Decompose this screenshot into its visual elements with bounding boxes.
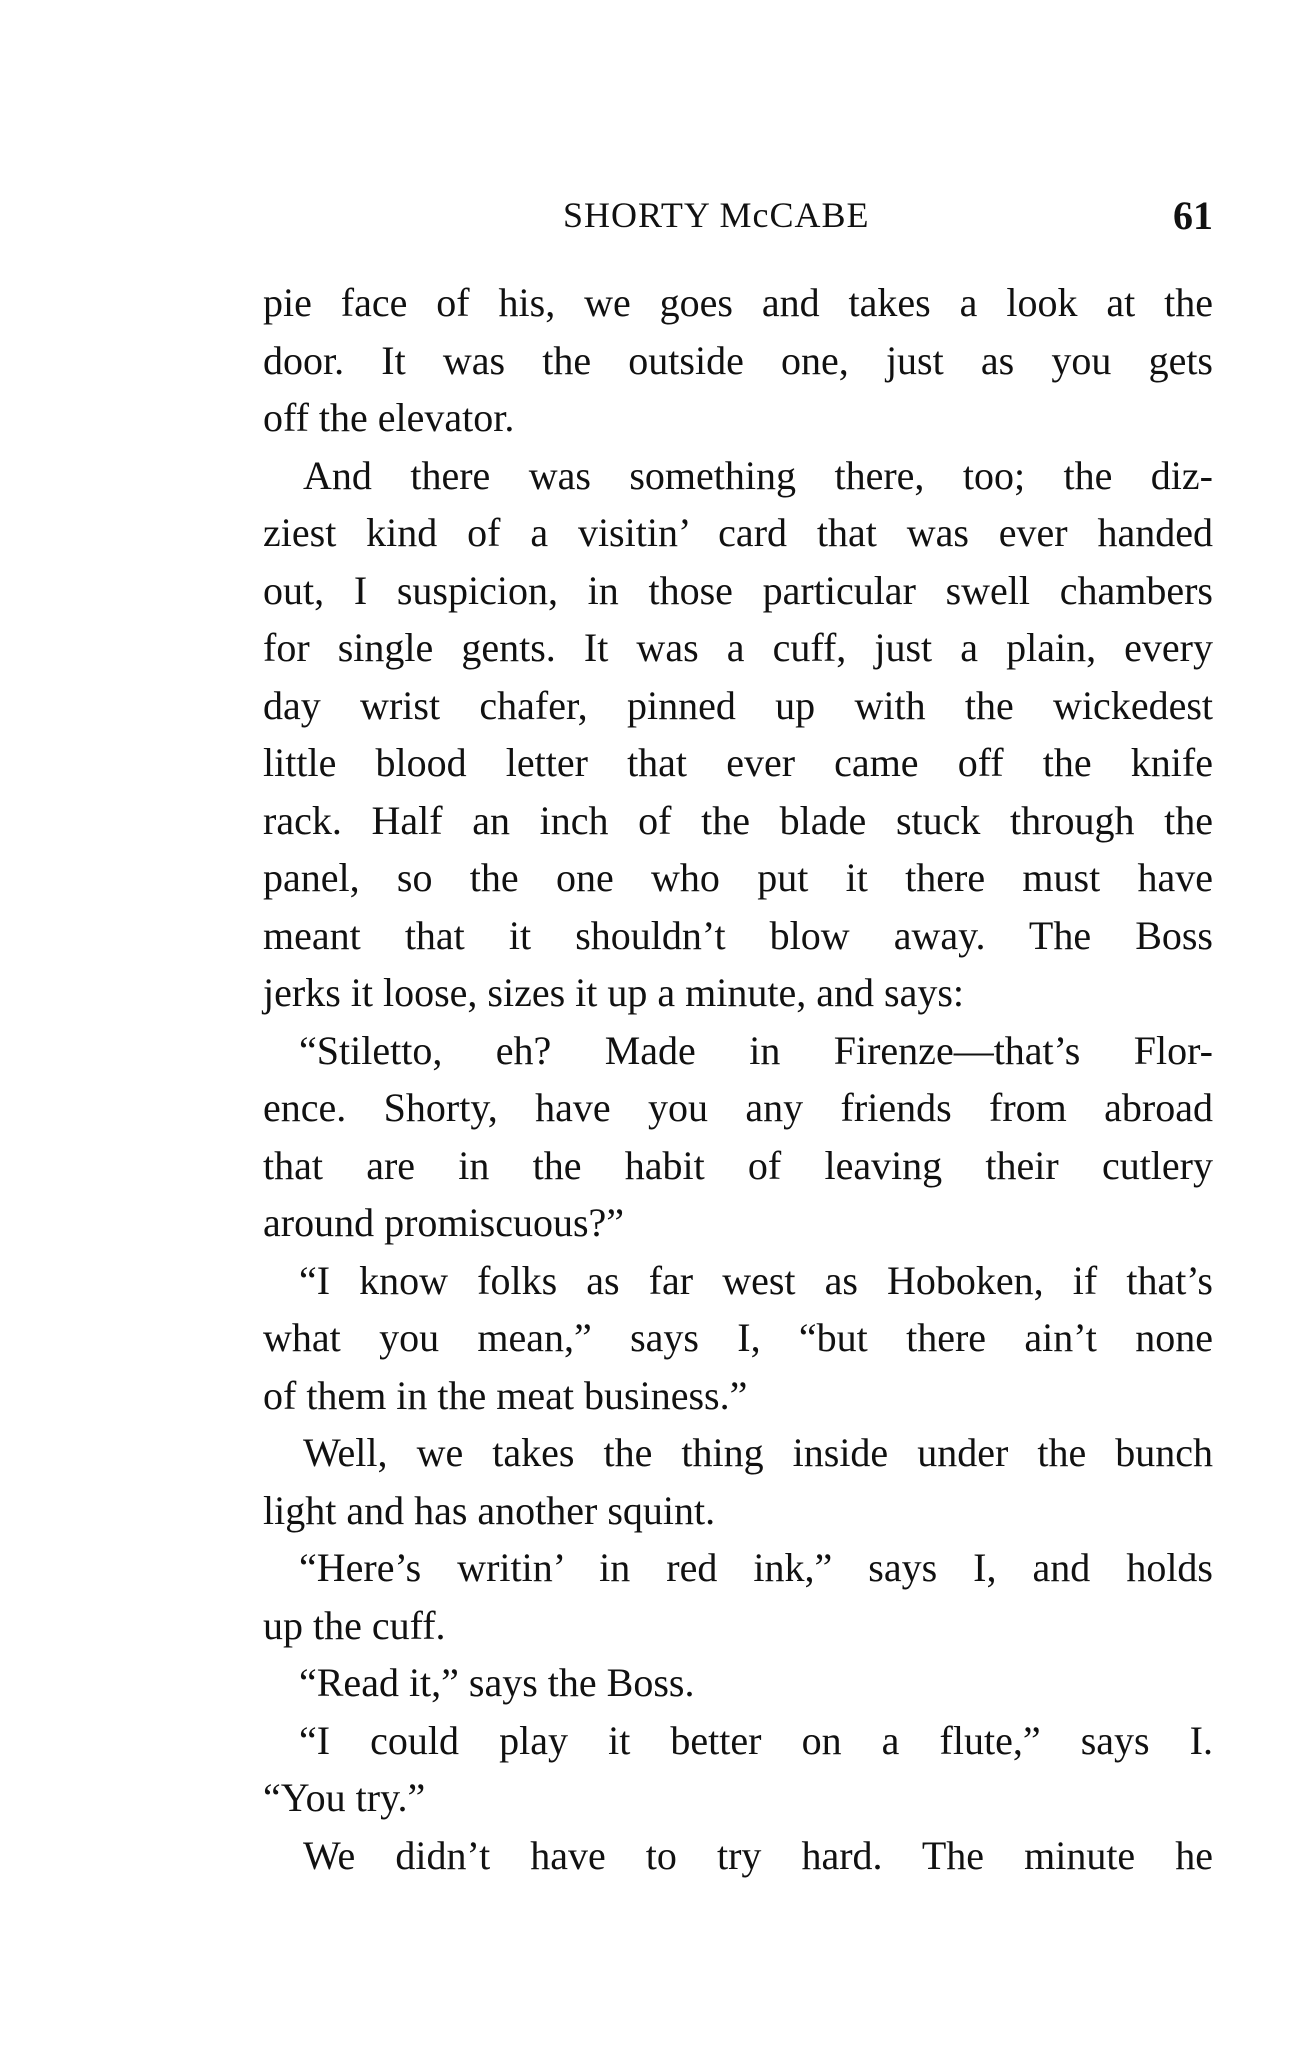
text-line: “Stiletto, eh? Made in Firenze—that’s Flor- [299, 1027, 1213, 1073]
text-line: meant that it shouldn’t blow away. The Boss [263, 912, 1213, 958]
page-number: 61 [1173, 193, 1213, 238]
running-title: SHORTY McCABE [563, 195, 870, 235]
text-line: “Read it,” says the Boss. [299, 1660, 695, 1705]
text-line: “You try.” [263, 1775, 426, 1820]
text-line: little blood letter that ever came off the knife [263, 740, 1213, 785]
text-line: ence. Shorty, have you any friends from abroad [263, 1085, 1213, 1130]
text-line: We didn’t have to try hard. The minute he [303, 1832, 1213, 1878]
text-line: pie face of his, we goes and takes a look at the [263, 280, 1213, 325]
text-line: up the cuff. [263, 1602, 446, 1648]
text-line: what you mean,” says I, “but there ain’t none [263, 1315, 1213, 1360]
text-line: rack. Half an inch of the blade stuck through the [263, 797, 1213, 843]
text-line: And there was something there, too; the diz- [303, 452, 1213, 498]
text-line: “Here’s writin’ in red ink,” says I, and holds [299, 1545, 1213, 1590]
text-line: that are in the habit of leaving their cutlery [263, 1142, 1213, 1188]
text-line: light and has another squint. [263, 1487, 716, 1533]
text-line: out, I suspicion, in those particular swell chambers [263, 567, 1213, 613]
text-line: “I know folks as far west as Hoboken, if that’s [299, 1257, 1213, 1303]
text-line: panel, so the one who put it there must have [263, 855, 1213, 900]
text-line: off the elevator. [263, 395, 515, 440]
text-line: “I could play it better on a flute,” says I. [299, 1717, 1213, 1763]
text-line: day wrist chafer, pinned up with the wickedest [263, 682, 1213, 728]
text-line: door. It was the outside one, just as you gets [263, 337, 1213, 383]
text-line: jerks it loose, sizes it up a minute, and says: [263, 970, 964, 1015]
text-line: of them in the meat business.” [263, 1372, 748, 1418]
text-line: Well, we takes the thing inside under the bunch [303, 1430, 1213, 1475]
text-line: for single gents. It was a cuff, just a plain, every [263, 625, 1213, 670]
text-line: ziest kind of a visitin’ card that was ever handed [263, 510, 1213, 555]
running-head [263, 194, 1213, 244]
body-text [263, 274, 1213, 1884]
text-line: around promiscuous?” [263, 1200, 625, 1245]
